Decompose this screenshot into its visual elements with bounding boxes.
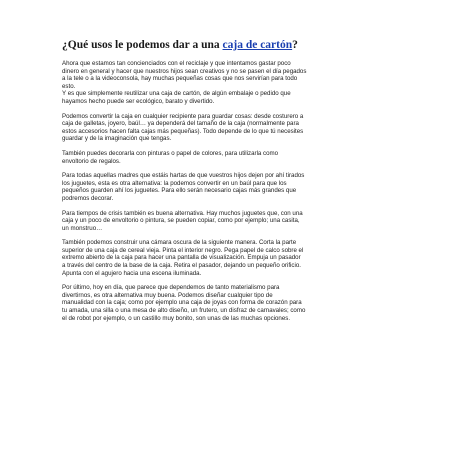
paragraph-line: pequeños guarden ahí los juguetes. Para ello serán necesario cajas más grandes que bbox=[62, 187, 297, 195]
paragraph-line: manualidad con la caja; como por ejemplo una caja de joyas con forma de corazón para bbox=[62, 299, 302, 307]
paragraph-line: divertirnos, es otra alternativa muy buena. Podemos diseñar cualquier tipo de bbox=[62, 291, 273, 299]
paragraph-line: esto. bbox=[62, 82, 76, 90]
paragraph-7 bbox=[62, 284, 395, 322]
paragraph-line: hayamos hecho puede ser ecológico, barato y divertido. bbox=[62, 97, 215, 105]
paragraph-5 bbox=[62, 210, 395, 233]
paragraph-line: a través del centro de la base de la caja. Retira el pasador, dejando un pequeño orificio. bbox=[62, 262, 301, 270]
paragraph-line: podremos decorar. bbox=[62, 194, 114, 202]
paragraph-line: a la tele o a la videoconsola, hay muchas pequeñas cosas que nos servirían para todo bbox=[62, 75, 298, 83]
paragraph-line: dinero en general y hacer que nuestros hijos sean creativos y no se pasen el día pegados bbox=[62, 67, 307, 75]
title-link[interactable]: caja de cartón bbox=[222, 39, 293, 51]
page-title bbox=[62, 38, 395, 52]
paragraph-1 bbox=[62, 60, 395, 106]
paragraph-line: Y es que simplemente reutilizar una caja de cartón, de algún embalaje o pedido que bbox=[62, 90, 291, 98]
paragraph-line: Podemos convertir la caja en cualquier recipiente para guardar cosas: desde costurero a bbox=[62, 112, 304, 120]
paragraph-line: Para tiempos de crisis también es buena alternativa. Hay muchos juguetes que, con una bbox=[62, 209, 303, 217]
paragraph-line: caja y un poco de envoltorio o pintura, se pueden copiar, como por ejemplo; una casita, bbox=[62, 217, 300, 225]
paragraph-4 bbox=[62, 172, 395, 202]
paragraph-3 bbox=[62, 150, 395, 165]
paragraph-line: tu amada, una silla o una mesa de alto diseño, un frutero, un disfraz de carnavales; como bbox=[62, 307, 306, 315]
paragraph-line: envoltorio de regalos. bbox=[62, 157, 121, 165]
paragraph-line: superior de una caja de cereal vieja. Pinta el interior negro. Pega papel de calco sobre el bbox=[62, 246, 304, 254]
paragraph-line: un monstruo… bbox=[62, 224, 103, 232]
paragraph-line: el de robot por ejemplo, o un castillo muy bonito, son unas de las muchas opciones. bbox=[62, 314, 291, 322]
title-suffix: ? bbox=[292, 39, 298, 51]
paragraph-line: los juguetes, esta es otra alternativa: la podemos convertir en un baúl para que los bbox=[62, 179, 287, 187]
title-prefix: ¿Qué usos le podemos dar a una bbox=[62, 39, 223, 51]
body-text bbox=[62, 60, 395, 322]
paragraph-line: Por último, hoy en día, que parece que dependemos de tanto materialismo para bbox=[62, 284, 280, 292]
paragraph-line: guardar y de la imaginación que tengas. bbox=[62, 135, 172, 143]
document-page bbox=[62, 38, 395, 329]
paragraph-line: caja de galletas, joyero, baúl… ya dependerá del tamaño de la caja (normalmente para bbox=[62, 120, 299, 128]
paragraph-line: También podemos construir una cámara oscura de la siguiente manera. Corta la parte bbox=[62, 239, 297, 247]
paragraph-line: Apunta con el agujero hacia una escena iluminada. bbox=[62, 269, 202, 277]
paragraph-line: Para todas aquellas madres que estáis hartas de que vuestros hijos dejen por ahí tirados bbox=[62, 172, 305, 180]
paragraph-line: extremo abierto de la caja para hacer una pantalla de visualización. Empuja un pasador bbox=[62, 254, 301, 262]
paragraph-2 bbox=[62, 113, 395, 143]
paragraph-line: estos accesorios hacen falta cajas más pequeñas). Todo depende de lo que tú necesites bbox=[62, 127, 304, 135]
paragraph-line: Ahora que estamos tan concienciados con el reciclaje y que intentamos gastar poco bbox=[62, 60, 291, 67]
paragraph-line: También puedes decorarla con pinturas o papel de colores, para utilizarla como bbox=[62, 149, 279, 157]
paragraph-6 bbox=[62, 239, 395, 277]
